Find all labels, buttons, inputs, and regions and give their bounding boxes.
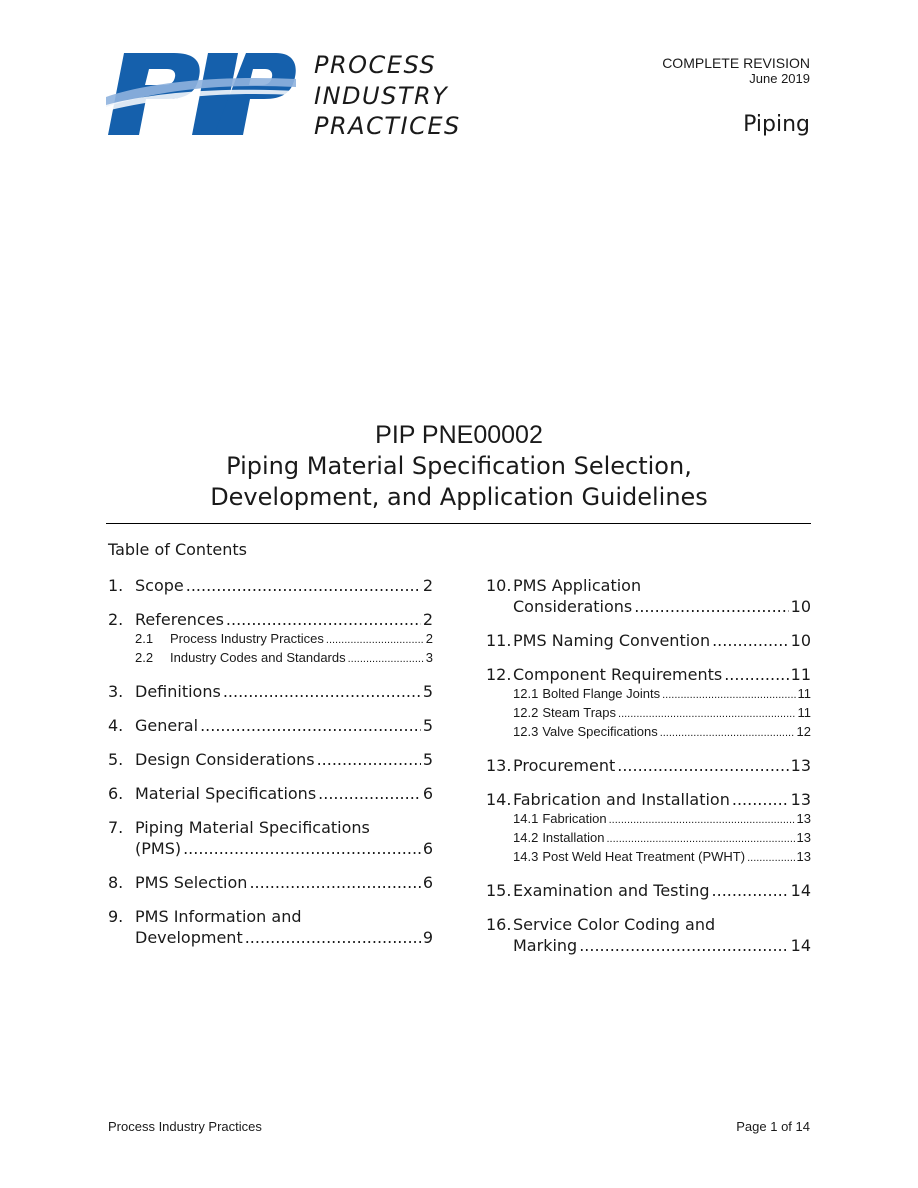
toc-entry-number: 5.: [108, 750, 124, 769]
toc-entry: [486, 914, 811, 956]
toc-entry-page: 11: [790, 665, 811, 684]
logo-word: INDUSTRY: [314, 81, 449, 110]
toc-entry-line[interactable]: [108, 749, 433, 770]
toc-column-right: [486, 575, 811, 969]
toc-subentry[interactable]: [486, 685, 811, 704]
toc-subentry-page: 13: [796, 811, 811, 826]
toc-subentry-number: 14.3: [513, 849, 539, 864]
toc-entry-title[interactable]: Examination and Testing: [513, 881, 710, 900]
toc-entry-number: 3.: [108, 682, 124, 701]
toc-entry-title[interactable]: References: [135, 610, 224, 629]
toc-subentry[interactable]: [486, 723, 811, 742]
toc-leader-dots: [732, 789, 789, 810]
toc-entry-title[interactable]: Design Considerations: [135, 750, 315, 769]
toc-entry-line: [486, 575, 811, 596]
toc-entry-page: 6: [422, 784, 433, 803]
toc-entry-number: 2.: [108, 610, 124, 629]
toc-entry: [486, 789, 811, 867]
toc-leader-dots: [223, 681, 421, 702]
toc-column-left: [108, 575, 433, 961]
revision-status: COMPLETE REVISION: [662, 55, 810, 71]
toc-entry: [108, 817, 433, 859]
revision-block: [662, 55, 810, 87]
toc-entry-number: 8.: [108, 873, 124, 892]
toc-leader-dots: [634, 596, 788, 617]
title-line-2: Development, and Application Guidelines: [210, 483, 708, 511]
toc-leader-dots: [617, 755, 788, 776]
toc-entry-page: 14: [790, 936, 811, 955]
toc-entry: [486, 755, 811, 776]
toc-subentry[interactable]: [108, 649, 433, 668]
toc-entry-title[interactable]: Considerations: [513, 597, 633, 616]
toc-leader-dots: [186, 575, 421, 596]
toc-entry: [486, 880, 811, 901]
revision-date: June 2019: [749, 71, 810, 86]
toc-entry-line[interactable]: [486, 630, 811, 651]
toc-entry: [486, 664, 811, 742]
toc-entry-page: 2: [422, 610, 433, 629]
toc-entry-line[interactable]: [108, 681, 433, 702]
toc-entry-line[interactable]: [486, 789, 811, 810]
toc-entry-line[interactable]: [486, 880, 811, 901]
toc-entry-number: 12.: [486, 665, 512, 684]
toc-entry-page: 6: [422, 873, 433, 892]
toc-subentry-page: 12: [796, 724, 811, 739]
toc-entry-title[interactable]: General: [135, 716, 199, 735]
toc-entry: [108, 749, 433, 770]
document-category: Piping: [743, 112, 810, 137]
toc-entry-line: [108, 906, 433, 927]
toc-entry: [486, 630, 811, 651]
logo-word: PRACTICES: [314, 112, 461, 140]
toc-entry-title[interactable]: Definitions: [135, 682, 221, 701]
pip-logo-mark: [106, 53, 296, 135]
toc-entry-page: 10: [790, 597, 811, 616]
logo-wordmark: [314, 50, 461, 142]
document-number: PIP PNE00002: [375, 421, 543, 449]
toc-entry: [108, 575, 433, 596]
toc-entry-number: 6.: [108, 784, 124, 803]
toc-subentry-number: 14.1: [513, 811, 539, 826]
footer-organization: Process Industry Practices: [108, 1119, 262, 1134]
toc-entry-title[interactable]: Material Specifications: [135, 784, 317, 803]
toc-entry-page: 9: [422, 928, 433, 947]
toc-subentry-number: 12.3: [513, 724, 539, 739]
title-divider: [106, 523, 811, 524]
toc-subentry-number: 14.2: [513, 830, 539, 845]
toc-entry: [108, 715, 433, 736]
toc-subentry-page: 11: [797, 686, 811, 701]
toc-leader-dots: [660, 725, 795, 742]
toc-entry-line[interactable]: [108, 575, 433, 596]
toc-subentry-title[interactable]: Industry Codes and Standards: [170, 650, 346, 665]
toc-entry-line[interactable]: [486, 755, 811, 776]
toc-subentry-page: 3: [425, 650, 433, 665]
toc-leader-dots: [226, 609, 421, 630]
toc-leader-dots: [712, 880, 789, 901]
toc-leader-dots: [606, 831, 794, 848]
toc-leader-dots: [245, 927, 421, 948]
toc-entry-page: 2: [422, 576, 433, 595]
toc-entry-page: 13: [790, 756, 811, 775]
toc-subentry[interactable]: [108, 630, 433, 649]
toc-subentry[interactable]: [486, 829, 811, 848]
toc-entry-number: 9.: [108, 907, 124, 926]
toc-leader-dots: [618, 706, 795, 723]
toc-subentry-page: 13: [796, 849, 811, 864]
toc-leader-dots: [348, 651, 424, 668]
pip-logo: [106, 50, 466, 140]
toc-leader-dots: [183, 838, 421, 859]
toc-entry-page: 14: [790, 881, 811, 900]
toc-entry-line[interactable]: [108, 609, 433, 630]
toc-subentry-title[interactable]: Fabrication: [542, 811, 607, 826]
toc-entry-number: 1.: [108, 576, 124, 595]
toc-entry-page: 6: [422, 839, 433, 858]
toc-entry-title[interactable]: Marking: [513, 936, 578, 955]
toc-entry-line[interactable]: [108, 927, 433, 948]
toc-entry-title[interactable]: Component Requirements: [513, 665, 723, 684]
toc-entry-line[interactable]: [486, 596, 811, 617]
toc-entry-page: 10: [790, 631, 811, 650]
toc-subentry[interactable]: [486, 848, 811, 867]
toc-leader-dots: [326, 632, 424, 649]
toc-subentry-page: 2: [425, 631, 433, 646]
toc-entry-line[interactable]: [108, 872, 433, 893]
toc-entry-number: 4.: [108, 716, 124, 735]
toc-entry: [108, 872, 433, 893]
toc-entry-page: 5: [422, 750, 433, 769]
toc-subentry-title[interactable]: Bolted Flange Joints: [542, 686, 661, 701]
toc-subentry-page: 13: [796, 830, 811, 845]
toc-entry-number: 15.: [486, 881, 512, 900]
toc-entry-line[interactable]: [108, 838, 433, 859]
toc-entry-title[interactable]: Procurement: [513, 756, 616, 775]
toc-subentry-title[interactable]: Process Industry Practices: [170, 631, 324, 646]
toc-leader-dots: [724, 664, 788, 685]
toc-entry: [108, 609, 433, 668]
toc-subentry-number: 2.2: [135, 650, 154, 665]
toc-subentry-title[interactable]: Post Weld Heat Treatment (PWHT): [542, 849, 746, 864]
toc-entry-line: [486, 914, 811, 935]
toc-entry: [108, 681, 433, 702]
toc-entry-title[interactable]: PMS Naming Convention: [513, 631, 711, 650]
toc-entry-page: 5: [422, 716, 433, 735]
toc-entry-title[interactable]: Fabrication and Installation: [513, 790, 730, 809]
toc-heading: Table of Contents: [108, 540, 247, 559]
toc-subentry[interactable]: [486, 704, 811, 723]
toc-entry-line[interactable]: [486, 935, 811, 956]
footer-page-number: Page 1 of 14: [736, 1119, 810, 1134]
toc-entry-title: PMS Application: [513, 576, 642, 595]
toc-leader-dots: [579, 935, 788, 956]
toc-entry-title: PMS Information and: [135, 907, 302, 926]
toc-leader-dots: [609, 812, 795, 829]
title-line-1: Piping Material Specification Selection,: [226, 452, 692, 480]
toc-entry: [108, 783, 433, 804]
logo-word: PROCESS: [314, 51, 437, 79]
toc-entry-title[interactable]: (PMS): [135, 839, 182, 858]
toc-subentry-page: 11: [797, 705, 811, 720]
toc-subentry[interactable]: [486, 810, 811, 829]
toc-leader-dots: [712, 630, 789, 651]
toc-entry-title: Piping Material Specifications: [135, 818, 370, 837]
toc-entry-title[interactable]: Scope: [135, 576, 184, 595]
toc-entry-page: 13: [790, 790, 811, 809]
toc-leader-dots: [318, 783, 421, 804]
toc-entry-number: 10.: [486, 576, 512, 595]
toc-entry-number: 13.: [486, 756, 512, 775]
toc-subentry-title[interactable]: Installation: [542, 830, 605, 845]
toc-entry-title[interactable]: Development: [135, 928, 243, 947]
toc-entry: [486, 575, 811, 617]
toc-subentry-number: 12.2: [513, 705, 539, 720]
toc-entry-line[interactable]: [486, 664, 811, 685]
toc-entry-line: [108, 817, 433, 838]
toc-entry-number: 14.: [486, 790, 512, 809]
toc-entry-number: 16.: [486, 915, 512, 934]
toc-entry-line[interactable]: [108, 783, 433, 804]
toc-subentry-number: 12.1: [513, 686, 539, 701]
toc-subentry-title[interactable]: Valve Specifications: [542, 724, 658, 739]
toc-subentry-title[interactable]: Steam Traps: [542, 705, 617, 720]
document-title: [0, 420, 918, 513]
toc-leader-dots: [200, 715, 421, 736]
toc-entry-line[interactable]: [108, 715, 433, 736]
toc-leader-dots: [249, 872, 420, 893]
toc-entry-page: 5: [422, 682, 433, 701]
toc-leader-dots: [662, 687, 795, 704]
toc-leader-dots: [317, 749, 421, 770]
toc-entry-title[interactable]: PMS Selection: [135, 873, 248, 892]
toc-entry-number: 7.: [108, 818, 124, 837]
toc-entry: [108, 906, 433, 948]
toc-leader-dots: [747, 850, 794, 867]
toc-entry-number: 11.: [486, 631, 512, 650]
toc-entry-title: Service Color Coding and: [513, 915, 716, 934]
toc-subentry-number: 2.1: [135, 631, 154, 646]
